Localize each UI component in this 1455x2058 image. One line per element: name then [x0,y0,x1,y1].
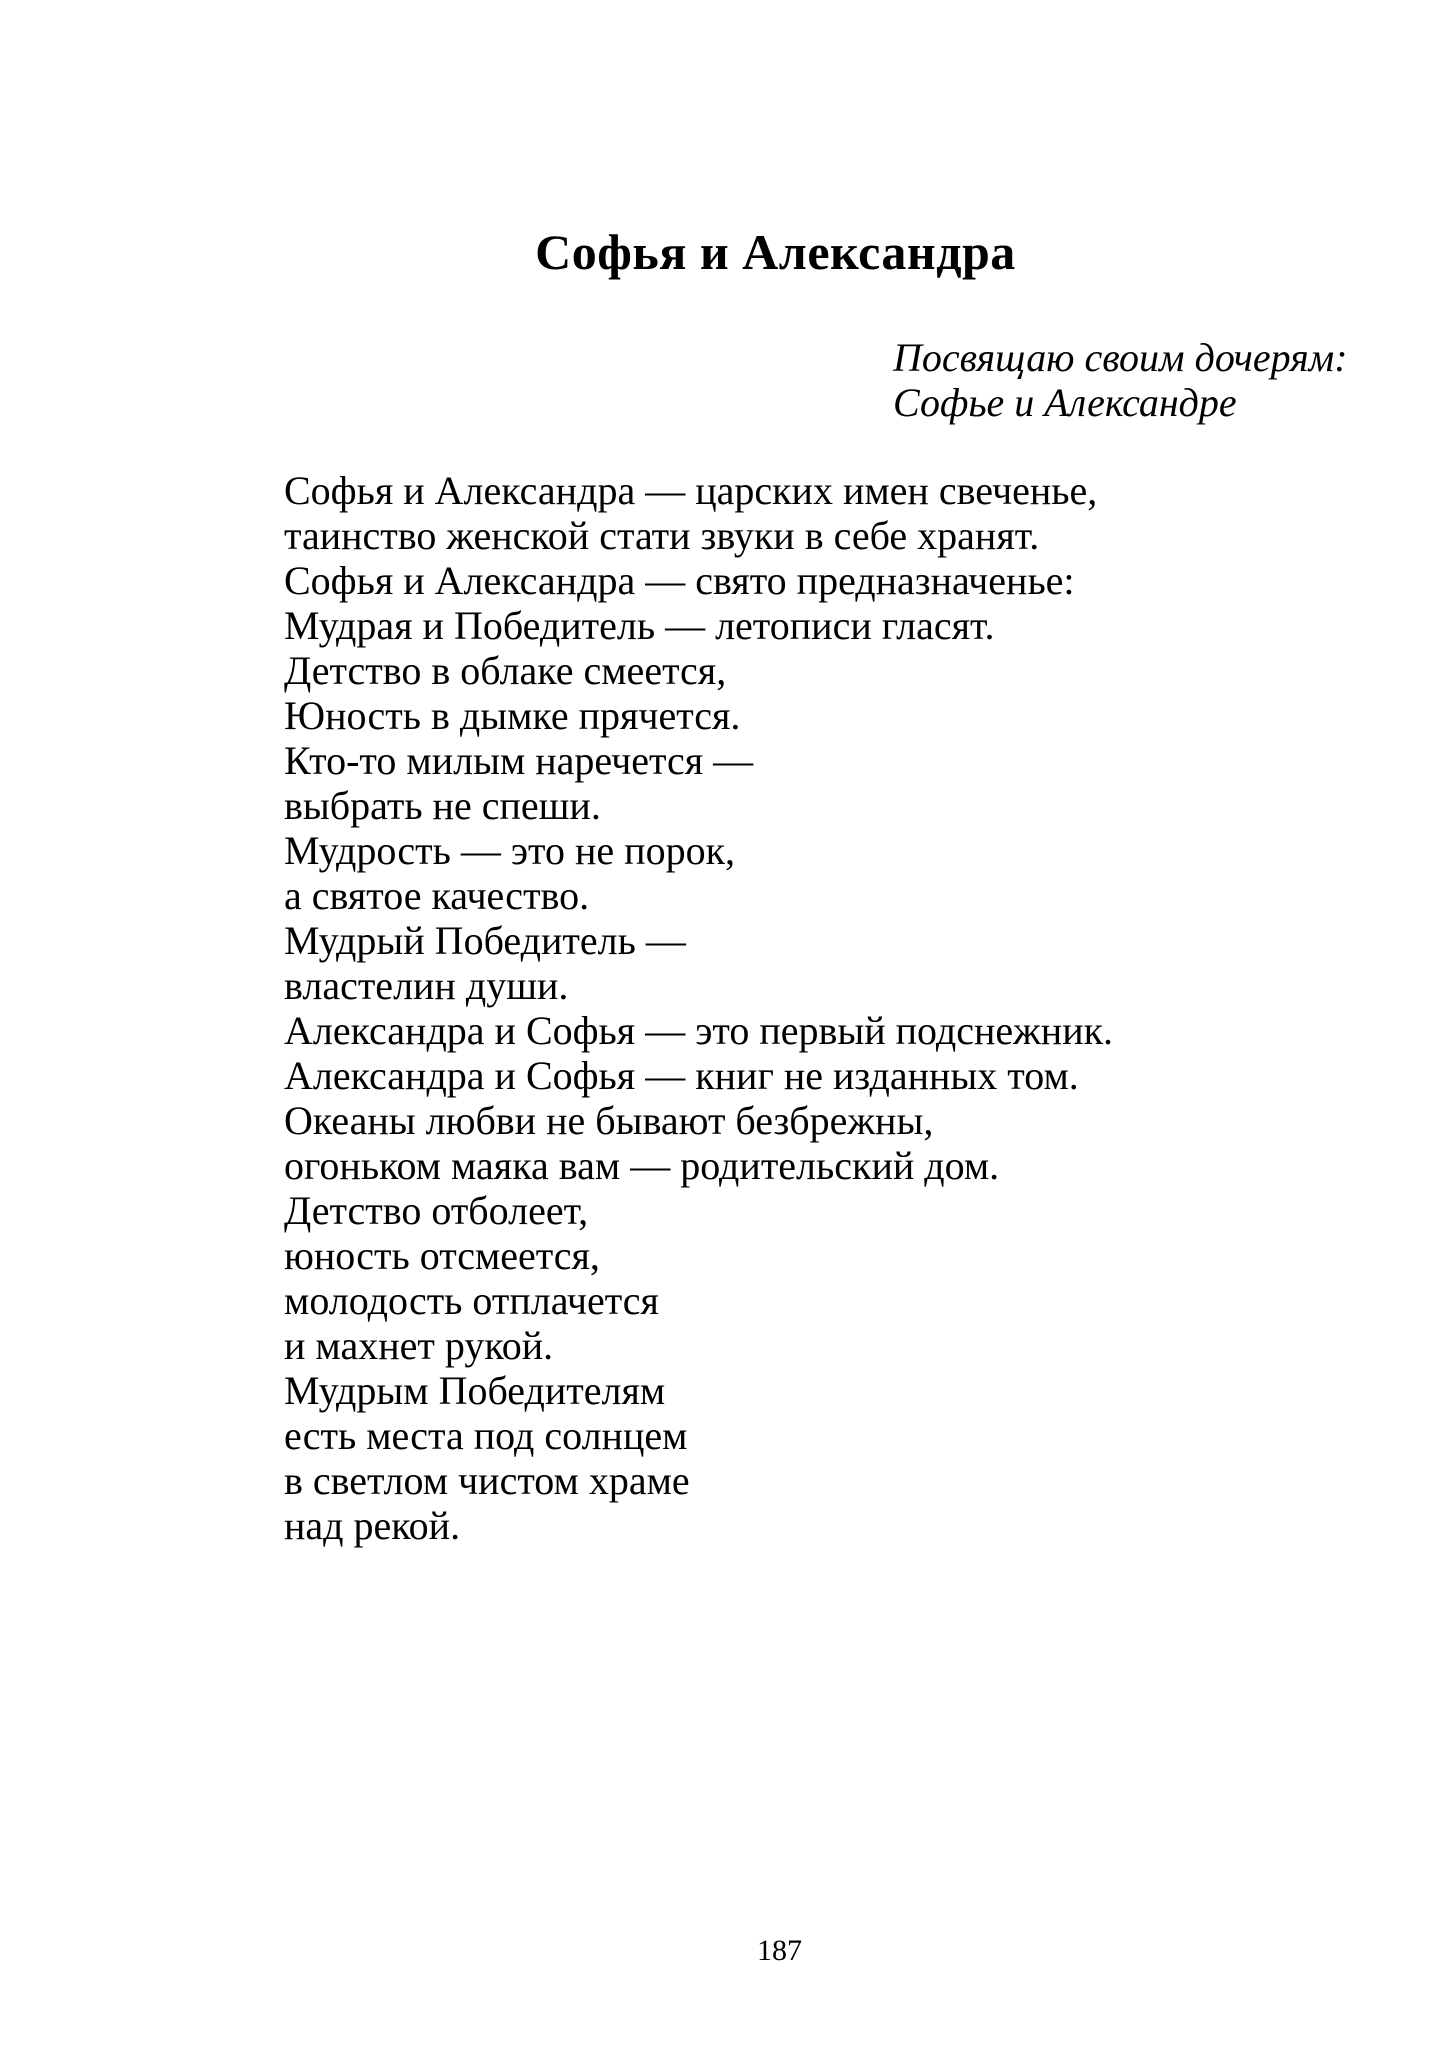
poem-line: над рекой. [284,1503,461,1548]
poem-line: Детство отболеет, [284,1188,589,1233]
poem-line: Кто-то милым наречется — [284,738,754,783]
dedication-line: Посвящаю своим дочерям: [893,335,1348,380]
poem-line: а святое качество. [284,873,590,918]
page-number: 187 [757,1934,802,1967]
poem-line: Мудрая и Победитель — летописи гласят. [284,603,995,648]
poem-line: Детство в облаке смеется, [284,648,727,693]
poem-line: Александра и Софья — это первый подснежник. [284,1008,1114,1053]
poem-line: молодость отплачется [284,1278,659,1323]
poem-line: в светлом чистом храме [284,1458,690,1503]
poem-line: есть места под солнцем [284,1413,688,1458]
poem-title: Софья и Александра [535,224,1016,280]
poem-line: таинство женской стати звуки в себе хранят. [284,513,1040,558]
poem-line: огоньком маяка вам — родительский дом. [284,1143,1000,1188]
poem-body [284,468,1113,1548]
poem-line: Софья и Александра — царских имен свеченье, [284,468,1098,513]
poem-line: Мудрость — это не порок, [284,828,735,873]
poem-line: Софья и Александра — свято предназначенье: [284,558,1075,603]
poem-line: Александра и Софья — книг не изданных том. [284,1053,1079,1098]
poem-line: Мудрый Победитель — [284,918,686,963]
poem-line: и махнет рукой. [284,1323,554,1368]
poem-line: Океаны любви не бывают безбрежны, [284,1098,934,1143]
dedication [893,335,1348,425]
poem-line: властелин души. [284,963,569,1008]
poem-line: Мудрым Победителям [284,1368,666,1413]
poem-line: выбрать не спеши. [284,783,601,828]
poem-line: юность отсмеется, [284,1233,600,1278]
poem-line: Юность в дымке прячется. [284,693,741,738]
dedication-line: Софье и Александре [893,380,1237,425]
